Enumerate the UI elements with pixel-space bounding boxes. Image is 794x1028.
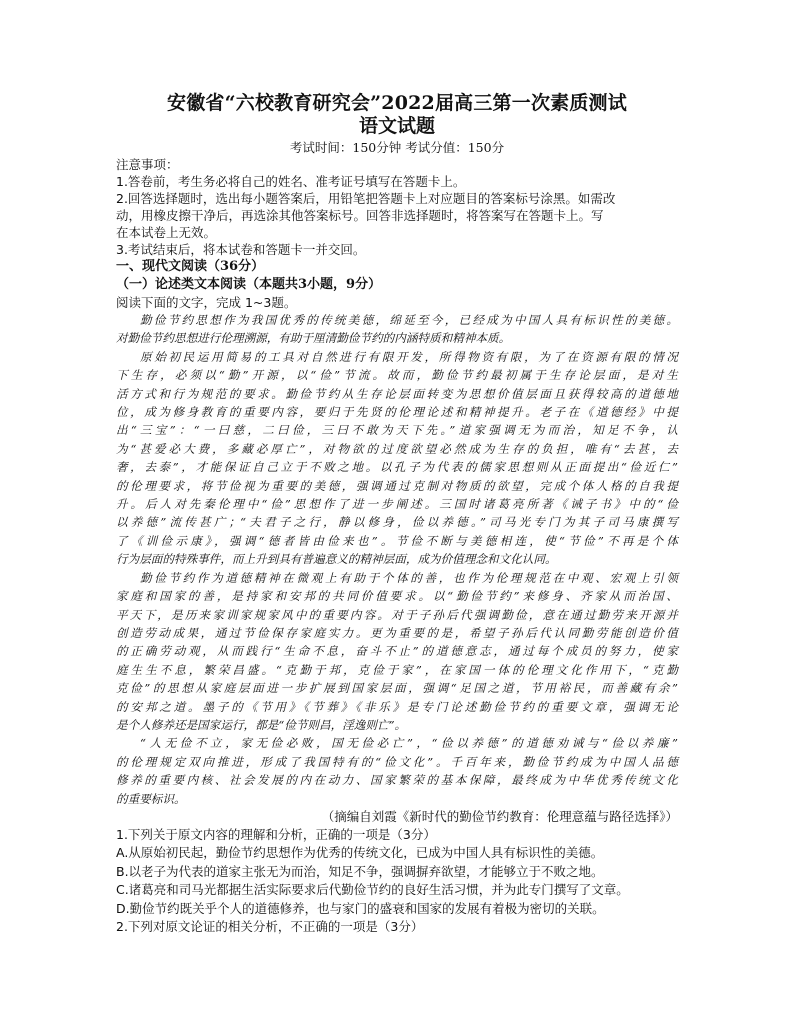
article-line: 原始初民运用简易的工具对自然进行有限开发，所得物资有限，为了在资源有限的情况 bbox=[140, 349, 678, 364]
article-line: “人无俭不立，家无俭必败，国无俭必亡”，“俭以养德”的道德劝诫与“俭以养廉” bbox=[140, 736, 678, 751]
question-option: A.从原始初民起，勤俭节约思想作为优秀的传统文化，已成为中国人具有标识性的美德。 bbox=[116, 845, 604, 861]
article-line: 修养的重要内核、社会发展的内在动力、国家繁荣的基本保障，最终成为中华优秀传统文化 bbox=[116, 773, 678, 788]
notice-item: 2.回答选择题时，选出每小题答案后，用铅笔把答题卡上对应题目的答案标号涂黑。如需改 bbox=[116, 191, 616, 206]
article-line: 家庭和国家的善，是持家和安邦的共同价值要求。以“勤俭节约”来修身、齐家从而治国、 bbox=[116, 589, 678, 604]
question-option: C.诸葛亮和司马光都据生活实际要求后代勤俭节约的良好生活习惯，并为此专门撰写了文章。 bbox=[116, 882, 629, 898]
notice-item: 动，用橡皮擦干净后，再选涂其他答案标号。回答非选择题时，将答案写在答题卡上。写 bbox=[116, 208, 604, 223]
article-line: 奢，去泰”，才能保证自己立于不败之地。以孔子为代表的儒家思想则从正面提出“俭近仁” bbox=[116, 460, 678, 475]
notice-heading: 注意事项： bbox=[116, 157, 179, 172]
article-line: 平天下，是历来家训家规家风中的重要内容。对于子孙后代强调勤俭，意在通过勤劳来开源并 bbox=[116, 607, 678, 622]
article-line: 的伦理规定双向推进，形成了我国特有的“俭文化”。千百年来，勤俭节约成为中国人品德 bbox=[116, 754, 678, 769]
exam-page bbox=[116, 92, 678, 937]
article-line: 升。后人对先秦伦理中“俭”思想作了进一步阐述。三国时诸葛亮所著《诫子书》中的“俭 bbox=[116, 497, 678, 512]
notice-item: 在本试卷上无效。 bbox=[116, 225, 217, 240]
article-body bbox=[116, 311, 678, 808]
question-option: D.勤俭节约既关乎个人的道德修养，也与家门的盛衰和国家的发展有着极为密切的关联。 bbox=[116, 900, 605, 916]
article-line: 庭生生不息，繁荣昌盛。“克勤于邦，克俭于家”，在家国一体的伦理文化作用下，“克勤 bbox=[116, 662, 678, 677]
article-line: 出“三宝”：“一曰慈，二曰俭，三曰不敢为天下先。”道家强调无为而治，知足不争，认 bbox=[116, 423, 678, 438]
notice-item: 3.考试结束后，将本试卷和答题卡一并交回。 bbox=[116, 242, 366, 257]
subsection-title: （一）论述类文本阅读（本题共3小题，9分） bbox=[116, 277, 382, 292]
article-line: 为“甚爱必大费，多藏必厚亡”，对物欲的过度欲望必然成为生存的负担，唯有“去甚，去 bbox=[116, 441, 678, 456]
article-line: 对勤俭节约思想进行伦理溯源，有助于厘清勤俭节约的内涵特质和精神本质。 bbox=[116, 331, 511, 346]
reading-instruction: 阅读下面的文字，完成 1~3题。 bbox=[116, 295, 297, 310]
article-line: 勤俭节约作为道德精神在微观上有助于个体的善，也作为伦理规范在中观、宏观上引领 bbox=[140, 570, 678, 585]
exam-subtitle: 语文试题 bbox=[358, 115, 435, 137]
article-line: 行为层面的特殊事件，而上升到具有普遍意义的精神层面，成为价值理念和文化认同。 bbox=[116, 552, 557, 567]
article-line: 创造劳动成果，通过节俭保存家庭实力。更为重要的是，希望子孙后代认同勤劳能创造价值 bbox=[116, 625, 678, 640]
article-line: 的重要标识。 bbox=[116, 791, 186, 806]
question-stem: 1.下列关于原文内容的理解和分析，正确的一项是（3分） bbox=[116, 826, 436, 842]
article-line: 下生存，必须以“勤”开源，以“俭”节流。故而，勤俭节约最初属于生存论层面，是对生 bbox=[116, 368, 678, 383]
article-line: 克俭”的思想从家庭层面进一步扩展到国家层面，强调“足国之道，节用裕民，而善藏有余” bbox=[116, 681, 678, 696]
question-stem: 2.下列对原文论证的相关分析，不正确的一项是（3分） bbox=[116, 919, 424, 935]
article-line: 位，成为修身教育的重要内容，要归于先贤的伦理论述和精神提升。老子在《道德经》中提 bbox=[116, 405, 678, 420]
article-line: 了《训俭示康》，强调“德者皆由俭来也”。节俭不断与美德相连，使“节俭”不再是个体 bbox=[116, 533, 678, 548]
section-title: 一、现代文阅读（36分） bbox=[116, 259, 265, 274]
question-option: B.以老子为代表的道家主张无为而治，知足不争，强调摒弃欲望，才能够立于不败之地。 bbox=[116, 863, 604, 879]
exam-title: 安徽省“六校教育研究会”2022届高三第一次素质测试 bbox=[167, 92, 627, 114]
article-line: 的安邦之道。墨子的《节用》《节葬》《非乐》是专门论述勤俭节约的重要文章，强调无论 bbox=[116, 699, 678, 714]
article-line: 活方式和行为规范的要求。勤俭节约从生存论层面转变为思想价值层面且获得较高的道德地 bbox=[116, 386, 678, 401]
exam-meta: 考试时间：150分钟 考试分值：150分 bbox=[289, 140, 505, 155]
article-line: 是个人修养还是国家运行，都是“俭节则昌，淫逸则亡”。 bbox=[116, 717, 407, 732]
notice-item: 1.答卷前，考生务必将自己的姓名、准考证号填写在答题卡上。 bbox=[116, 174, 466, 189]
article-line: 的伦理要求，将节俭视为重要的美德，强调通过克制对物质的欲望，完成个体人格的自我提 bbox=[116, 478, 678, 493]
article-line: 的正确劳动观，从而践行“生命不息，奋斗不止”的道德意志，通过每个成员的努力，使家 bbox=[116, 644, 678, 659]
article-source: （摘编自刘霞《新时代的勤俭节约教育：伦理意蕴与路径选择》） bbox=[321, 808, 678, 824]
article-line: 勤俭节约思想作为我国优秀的传统美德，绵延至今，已经成为中国人具有标识性的美德。 bbox=[140, 313, 678, 327]
article-line: 以养德”流传甚广；“夫君子之行，静以修身，俭以养德。”司马光专门为其子司马康撰写 bbox=[116, 515, 678, 530]
